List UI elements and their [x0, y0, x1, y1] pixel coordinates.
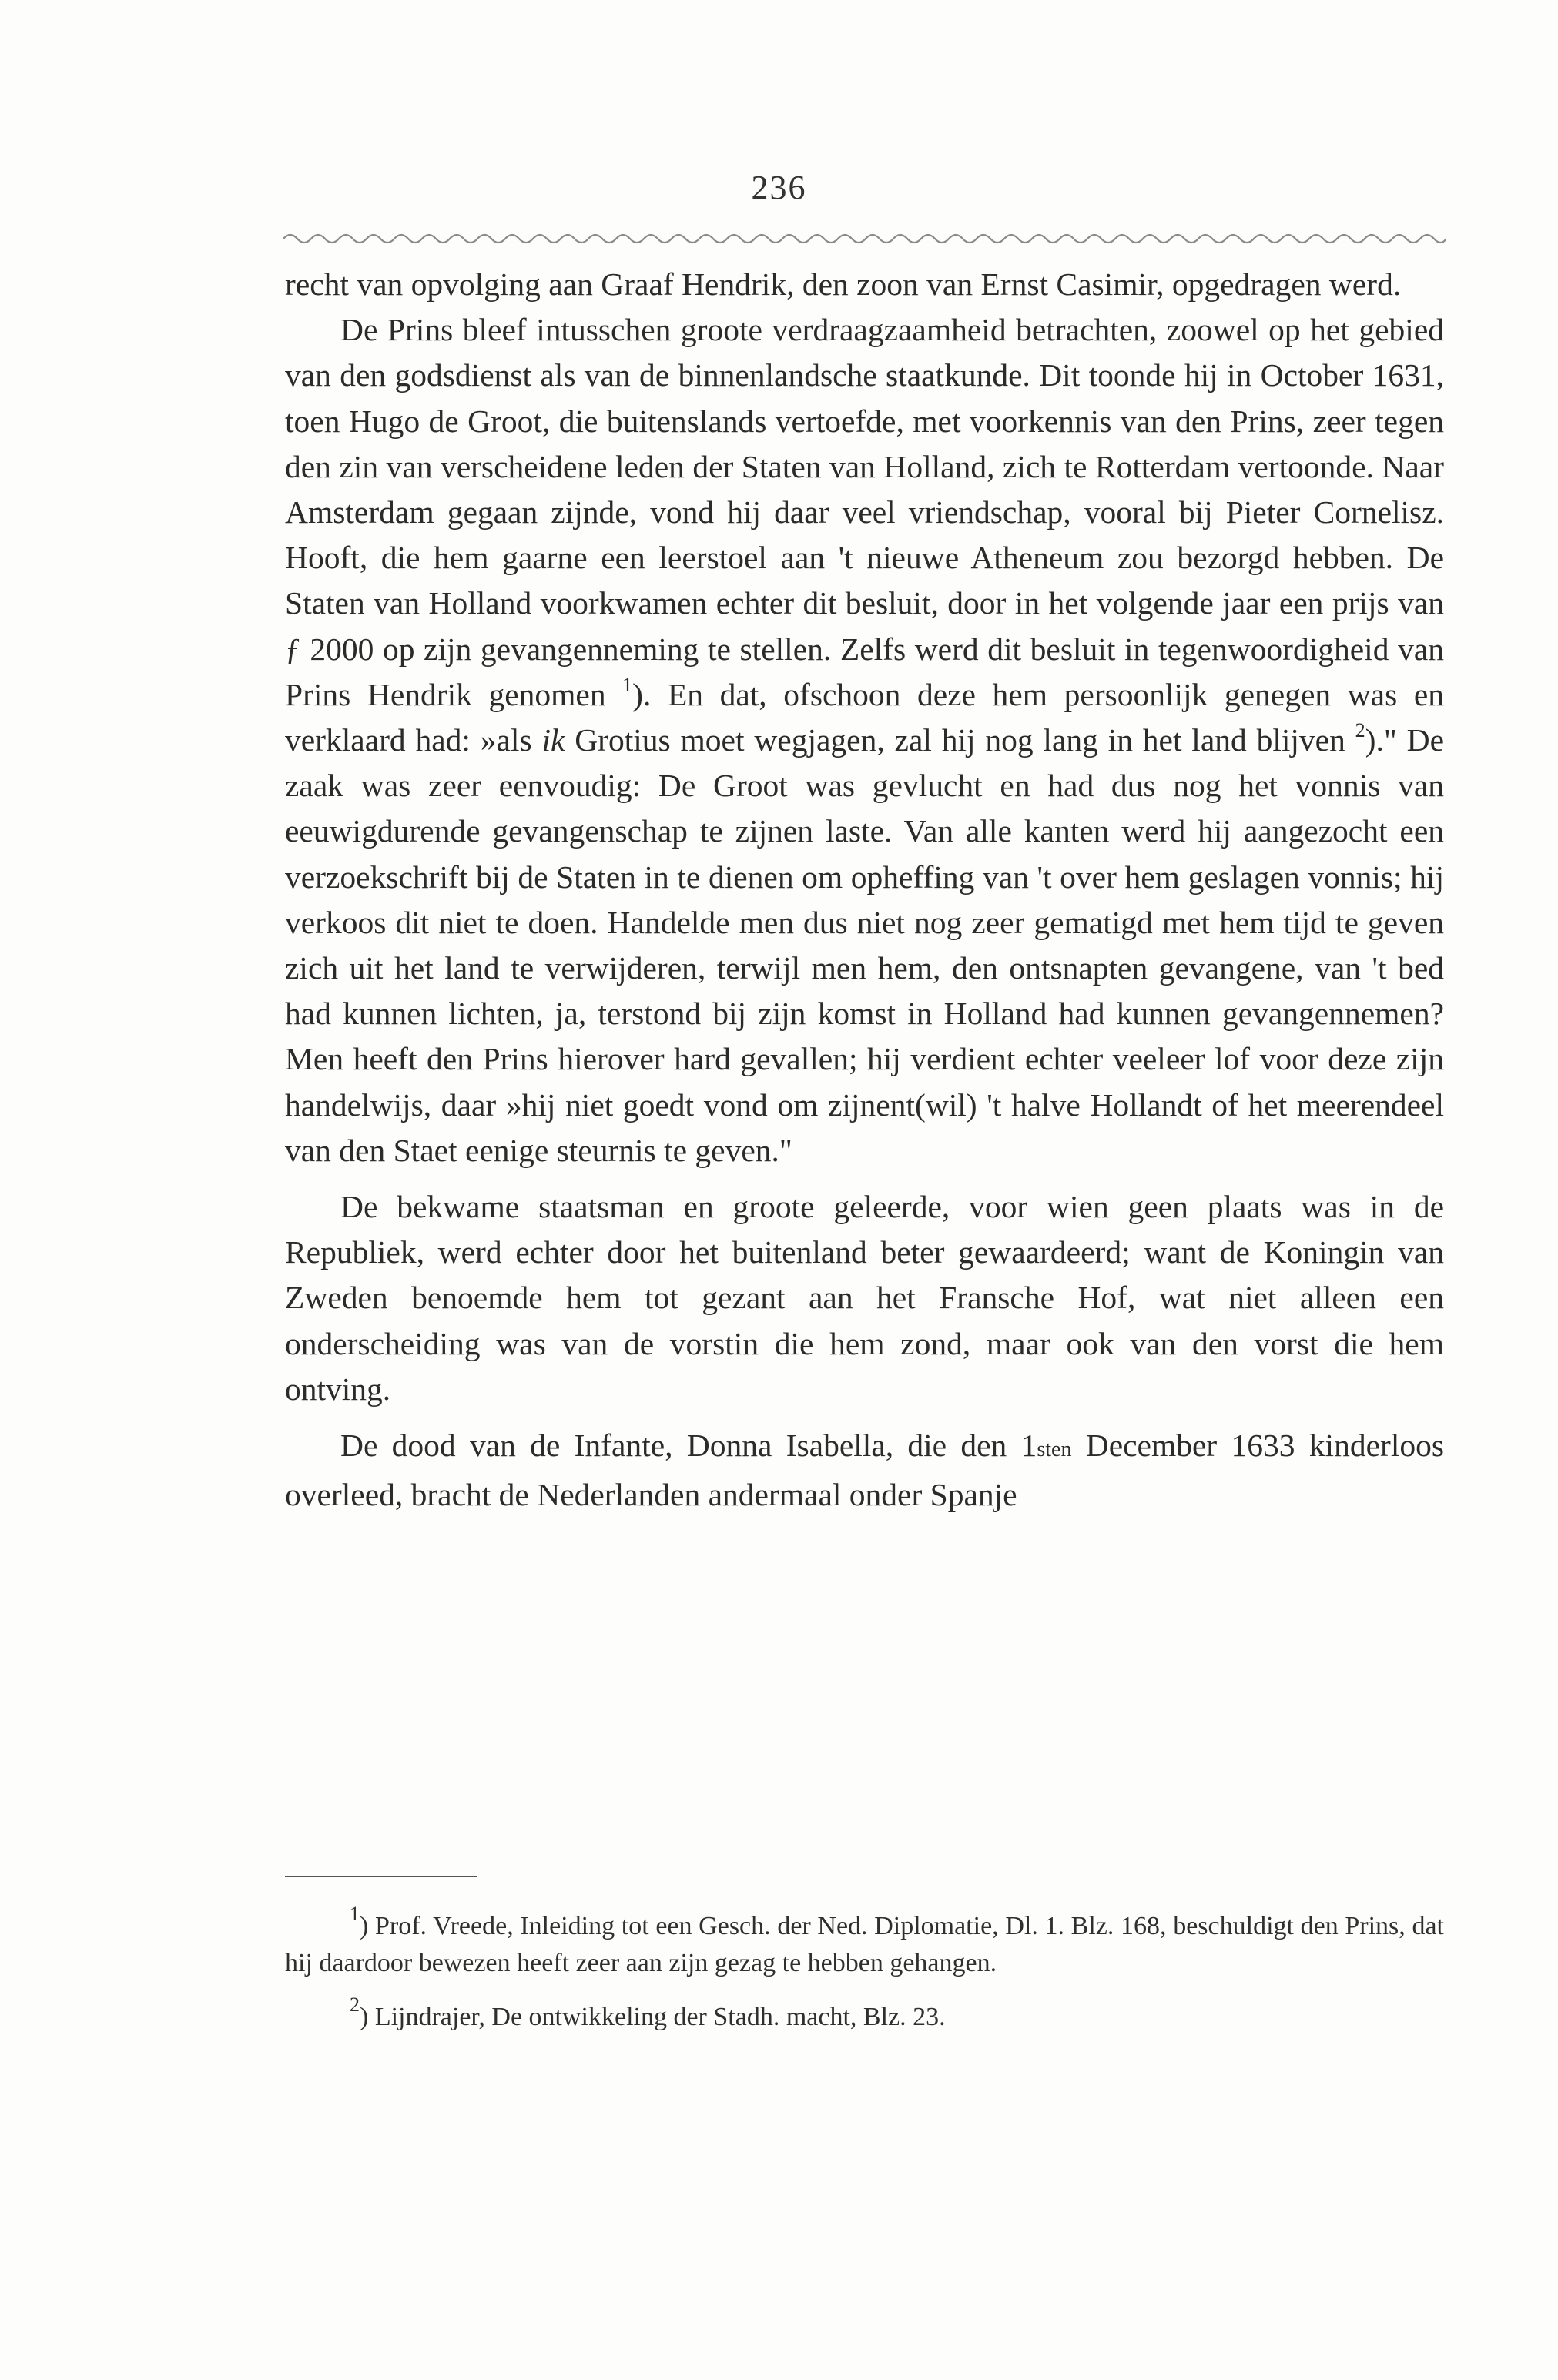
- footnote-ref-1[interactable]: 1: [622, 673, 633, 696]
- paragraph-1: [285, 262, 1444, 307]
- footnote-1-mark: 1: [350, 1903, 360, 1925]
- paragraph-2-text-c: Grotius moet wegjagen, zal hij nog lang in het land blijven: [565, 722, 1355, 758]
- paragraph-3: [285, 1184, 1444, 1412]
- paragraph-4-text-b: December 1633 kinderloos overleed, bracht de Nederlanden andermaal onder Spanje: [285, 1428, 1444, 1513]
- footnote-1: [285, 1903, 1444, 1982]
- footnote-2-text: ) Lijndrajer, De ontwikkeling der Stadh. macht, Blz. 23.: [360, 2003, 946, 2031]
- page-number: 236: [751, 169, 807, 206]
- paragraph-2-emphasis: ik: [541, 722, 565, 758]
- paragraph-2-text-a: De Prins bleef intusschen groote verdraagzaamheid betrachten, zoowel op het gebied van den godsdienst als van de binnenlandsche staatkunde. Dit toonde hij in October 1631, toen Hugo de Groot, die buitenslands vertoefde, met voorkennis van den Prins, zeer tegen den zin van verscheidene leden der Staten van Holland, zich te Rotterdam vertoonde. Naar Amsterdam gegaan zijnde, vond hij daar veel vriendschap, vooral bij Pieter Cornelisz. Hooft, die hem gaarne een leerstoel aan 't nieuwe Atheneum zou bezorgd hebben. De Staten van Holland voorkwamen echter dit besluit, door in het volgende jaar een prijs van ƒ 2000 op zijn gevangenneming te stellen. Zelfs werd dit besluit in tegenwoordigheid van Prins Hendrik genomen: [285, 312, 1444, 712]
- paragraph-4-text-a: De dood van de Infante, Donna Isabella, die den 1: [340, 1428, 1037, 1464]
- paragraph-1-text: recht van opvolging aan Graaf Hendrik, den zoon van Ernst Casimir, opgedragen werd.: [285, 266, 1402, 302]
- paragraph-2: [285, 307, 1444, 1173]
- paragraph-3-text: De bekwame staatsman en groote geleerde, voor wien geen plaats was in de Republiek, werd echter door het buitenland beter gewaardeerd; want de Koningin van Zweden benoemde hem tot gezant aan het Fransche Hof, wat niet alleen een onderscheiding was van de vorstin die hem zond, maar ook van den vorst die hem ontving.: [285, 1189, 1444, 1407]
- paragraph-2-text-b: ). En dat, ofschoon deze hem persoonlijk genegen was en verklaard had: »als: [285, 676, 1444, 758]
- paragraph-2-text-d: )." De zaak was zeer eenvoudig: De Groot was gevlucht en had dus nog het vonnis van eeuwigdurende gevangenschap te zijnen laste. Van alle kanten werd hij aangezocht een verzoekschrift bij de Staten in te dienen om opheffing van 't over hem geslagen vonnis; hij verkoos dit niet te doen. Handelde men dus niet nog zeer gematigd met hem tijd te geven zich uit het land te verwijderen, terwijl men hem, den ontsnapten gevangene, van 't bed had kunnen lichten, ja, terstond bij zijn komst in Holland had kunnen gevangennemen? Men heeft den Prins hierover hard gevallen; hij verdient echter veeleer lof voor deze zijn handelwijs, daar »hij niet goedt vond om zijnent(wil) 't halve Hollandt of het meerendeel van den Staet eenige steurnis te geven.": [285, 722, 1444, 1168]
- footnote-1-text: ) Prof. Vreede, Inleiding tot een Gesch. der Ned. Diplomatie, Dl. 1. Blz. 168, beschuldigt den Prins, dat hij daardoor bewezen heeft zeer aan zijn gezag te hebben gehangen.: [285, 1912, 1444, 1977]
- footnote-2-mark: 2: [350, 1993, 360, 2016]
- footnotes: [285, 1903, 1444, 2036]
- wavy-rule-ornament: [283, 228, 1446, 249]
- footnote-ref-2[interactable]: 2: [1355, 719, 1365, 742]
- footnote-2: [285, 1993, 1444, 2036]
- footnote-divider: [285, 1876, 477, 1877]
- main-text: [285, 262, 1444, 1518]
- ordinal-suffix: sten: [1037, 1438, 1072, 1462]
- paragraph-4: [285, 1423, 1444, 1518]
